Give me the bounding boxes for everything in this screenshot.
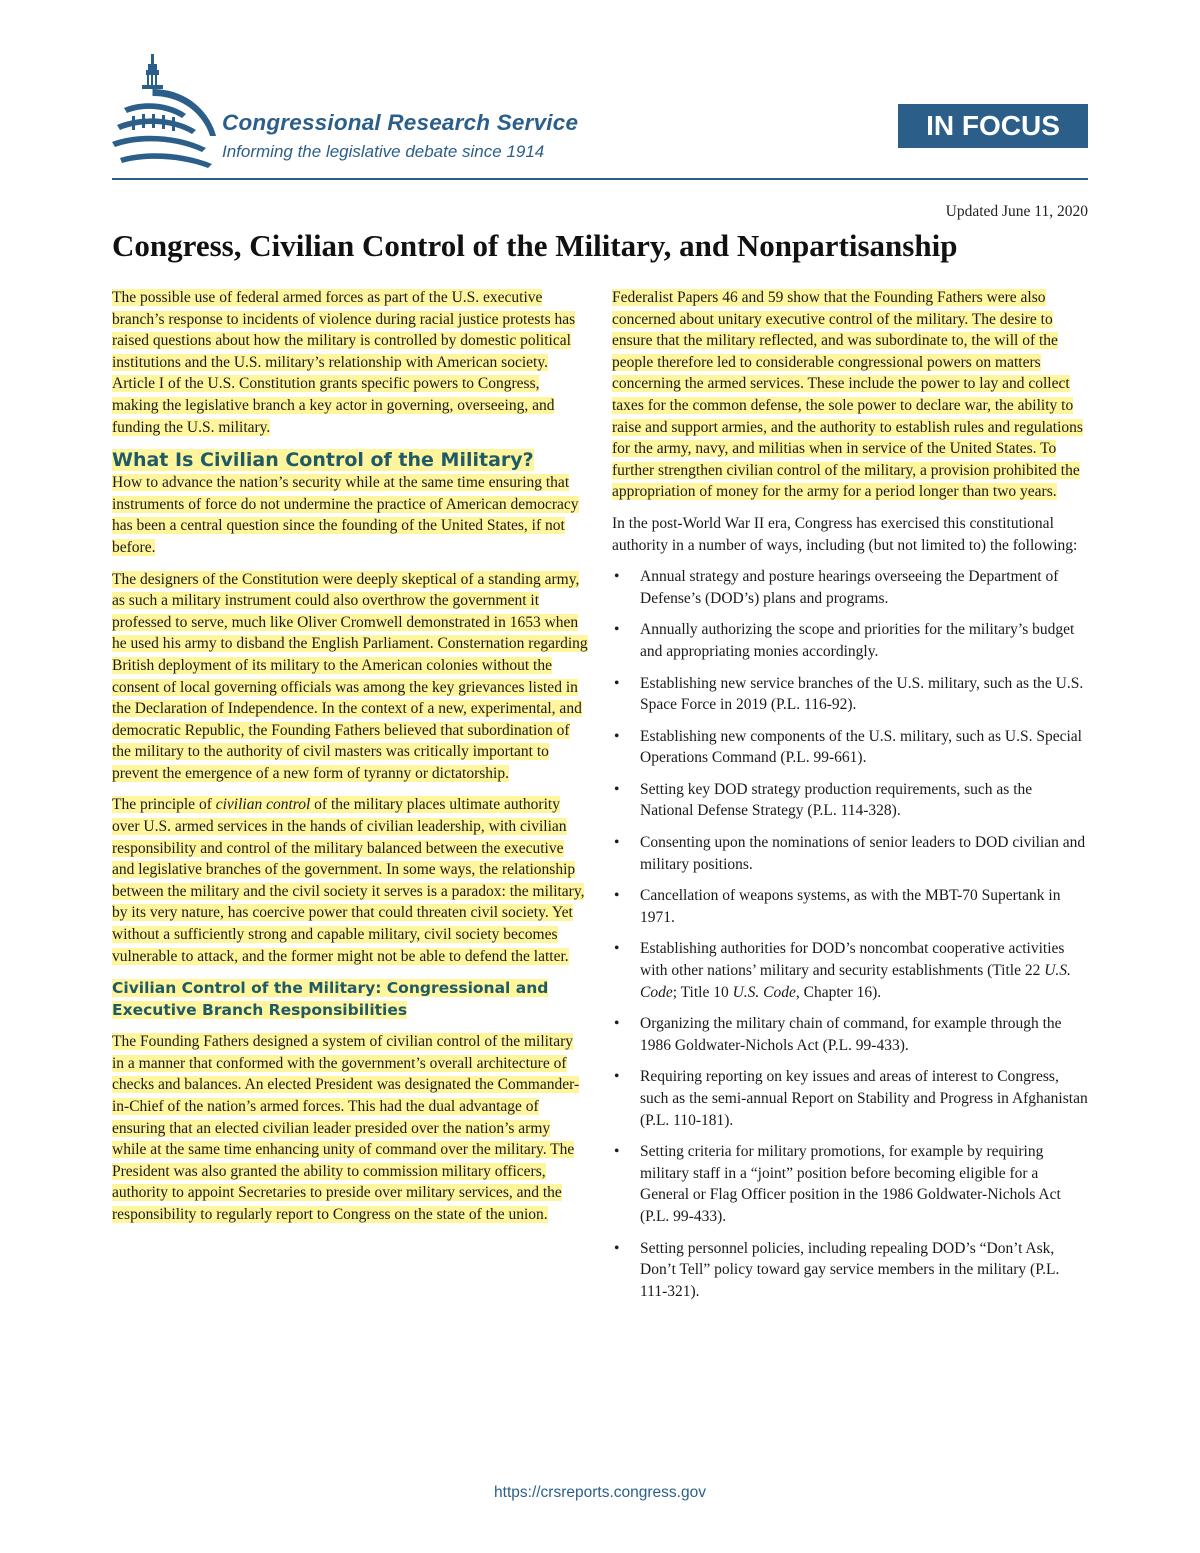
page-title: Congress, Civilian Control of the Military, and Nonpartisanship xyxy=(112,228,958,263)
in-focus-badge: IN FOCUS xyxy=(898,104,1088,148)
list-item xyxy=(612,566,1088,609)
list-item xyxy=(612,1013,1088,1056)
section-heading-civilian-control xyxy=(112,448,588,472)
emphasis-us-code: U.S. Code xyxy=(640,962,1071,1001)
paragraph-standing-army xyxy=(112,569,588,785)
organization-tagline: Informing the legislative debate since 1914 xyxy=(222,142,545,161)
list-item xyxy=(612,1238,1088,1303)
paragraph-text: Federalist Papers 46 and 59 show that the Founding Fathers were also concerned about unitary executive control of the military. The desire to ensure that the military reflected, and was subordinate to, the will of the people therefore led to considerable congressional powers on matters concerning the armed services. These include the power to lay and collect taxes for the common defense, the sole power to declare war, the ability to raise and support armies, and the authority to establish rules and regulations for the army, navy, and militias when in service of the United States. To further strengthen civilian control of the military, a provision prohibited the appropriation of money for the army for a period longer than two years. xyxy=(612,289,1083,501)
list-item-text: Requiring reporting on key issues and areas of interest to Congress, such as the semi-annual Report on Stability and Progress in Afghanistan (P.L. 110-181). xyxy=(640,1068,1088,1129)
list-item xyxy=(612,779,1088,822)
bullet-icon: • xyxy=(614,1068,620,1086)
bullet-icon: • xyxy=(614,1239,620,1257)
bullet-icon: • xyxy=(614,727,620,745)
paragraph-civilian-control-principle xyxy=(112,794,588,967)
bullet-icon: • xyxy=(614,1143,620,1161)
footer-url-link[interactable]: https://crsreports.congress.gov xyxy=(494,1484,706,1501)
list-item xyxy=(612,673,1088,716)
paragraph-text: The designers of the Constitution were deeply skeptical of a standing army, as such a military instrument could also overthrow the government it professed to serve, much like Oliver Cromwell demonstrated in 1653 when he used his army to disband the English Parliament. Consternation regarding British deployment of its military to the American colonies without the consent of local governing officials was among the key grievances listed in the Declaration of Independence. In the context of a new, experimental, and democratic Republic, the Founding Fathers believed that subordination of the military to the authority of civil masters was critically important to prevent the emergence of a new form of tyranny or dictatorship. xyxy=(112,570,588,782)
list-item-text: Establishing new components of the U.S. military, such as U.S. Special Operations Command (P.L. 99-661). xyxy=(640,727,1082,767)
list-item xyxy=(612,938,1088,1003)
list-item-text: Setting key DOD strategy production requirements, such as the National Defense Strategy (P.L. 114-328). xyxy=(640,780,1033,820)
paragraph-founding-fathers xyxy=(112,1031,588,1225)
paragraph-national-security xyxy=(112,472,588,558)
paragraph-text: The Founding Fathers designed a system of civilian control of the military in a manner that conformed with the government’s overall architecture of checks and balances. An elected President was designated the Commander-in-Chief of the nation’s armed forces. This had the dual advantage of ensuring that an elected civilian leader presided over the nation’s army while at the same time enhancing unity of command over the military. The President was also granted the ability to commission military officers, authority to appoint Secretaries to preside over military services, and the responsibility to regularly report to Congress on the state of the union. xyxy=(112,1033,580,1223)
bullet-icon: • xyxy=(614,1015,620,1033)
updated-date: Updated June 11, 2020 xyxy=(945,203,1088,220)
intro-paragraph xyxy=(112,287,588,438)
list-item-text: Organizing the military chain of command, for example through the 1986 Goldwater-Nichols Act (P.L. 99-433). xyxy=(640,1015,1062,1054)
list-item-text: Annual strategy and posture hearings overseeing the Department of Defense’s (DOD’s) plans and programs. xyxy=(640,568,1059,607)
bullet-icon: • xyxy=(614,940,620,958)
section-heading-text: What Is Civilian Control of the Military? xyxy=(112,449,534,472)
list-item-text xyxy=(640,940,1071,1000)
list-item xyxy=(612,1141,1088,1227)
list-item-text: Consenting upon the nominations of senior leaders to DOD civilian and military positions. xyxy=(640,834,1086,873)
header-divider xyxy=(112,178,1088,180)
organization-name: Congressional Research Service xyxy=(222,110,579,135)
paragraph-federalist-papers xyxy=(612,287,1088,503)
list-item xyxy=(612,619,1088,662)
list-item-text: Setting personnel policies, including repealing DOD’s “Don’t Ask, Don’t Tell” policy toward gay service members in the military (P.L. 111-321). xyxy=(640,1239,1060,1300)
text-run: , Chapter 16). xyxy=(795,983,882,1001)
paragraph-text xyxy=(112,796,584,964)
list-item xyxy=(612,885,1088,928)
paragraph-text: In the post-World War II era, Congress has exercised this constitutional authority in a number of ways, including (but not limited to) the following: xyxy=(612,514,1078,554)
bullet-icon: • xyxy=(614,621,620,639)
text-run: Establishing authorities for DOD’s noncombat cooperative activities with other nations’ military and security establishments (Title 22 xyxy=(640,940,1065,980)
intro-text: The possible use of federal armed forces as part of the U.S. executive branch’s response to incidents of violence during racial justice protests has raised questions about how the military is controlled by domestic political institutions and the U.S. military’s relationship with American society. Article I of the U.S. Constitution grants specific powers to Congress, making the legislative branch a key actor in governing, overseeing, and funding the U.S. military. xyxy=(112,289,576,436)
bullet-icon: • xyxy=(614,674,620,692)
list-item xyxy=(612,832,1088,875)
bullet-icon: • xyxy=(614,834,620,852)
list-item-text: Establishing new service branches of the U.S. military, such as the U.S. Space Force in 2019 (P.L. 116-92). xyxy=(640,674,1084,714)
paragraph-text: How to advance the nation’s security while at the same time ensuring that instruments of force do not undermine the practice of American democracy has been a central question since the founding of the United States, if not before. xyxy=(112,474,579,556)
list-item xyxy=(612,726,1088,769)
header xyxy=(112,50,1088,180)
list-item-text: Annually authorizing the scope and priorities for the military’s budget and appropriating monies accordingly. xyxy=(640,621,1075,660)
emphasis-civilian-control: civilian control xyxy=(215,796,311,814)
list-item-text: Setting criteria for military promotions, for example by requiring military staff in a “joint” position before becoming eligible for a General or Flag Officer position in the 1986 Goldwater-Nichols Act (P.L. 99-433). xyxy=(640,1143,1061,1225)
bullet-icon: • xyxy=(614,887,620,905)
right-column xyxy=(612,287,1088,1312)
left-column xyxy=(112,287,588,1236)
subsection-heading-responsibilities xyxy=(112,977,588,1021)
capitol-dome-icon xyxy=(112,50,222,175)
text-run: of the military places ultimate authority over U.S. armed services in the hands of civilian leadership, with civilian responsibility and control of the military balanced between the executive and legislative branches of the government. In some ways, the relationship between the military and the civil society it serves is a paradox: the military, by its very nature, has coercive power that could threaten civil society. Yet without a sufficiently strong and capable military, civil society becomes vulnerable to attack, and the former might not be able to defend the latter. xyxy=(112,796,585,965)
subsection-heading-text: Civilian Control of the Military: Congressional and Executive Branch Responsibilities xyxy=(112,979,549,1020)
text-run: The principle of xyxy=(112,796,216,814)
list-item xyxy=(612,1066,1088,1131)
congressional-actions-list xyxy=(612,566,1088,1302)
text-run: ; Title 10 xyxy=(672,983,733,1001)
emphasis-us-code: U.S. Code xyxy=(732,983,796,1001)
paragraph-post-wwii xyxy=(612,513,1088,556)
bullet-icon: • xyxy=(614,568,620,586)
list-item-text: Cancellation of weapons systems, as with the MBT-70 Supertank in 1971. xyxy=(640,887,1061,926)
bullet-icon: • xyxy=(614,780,620,798)
